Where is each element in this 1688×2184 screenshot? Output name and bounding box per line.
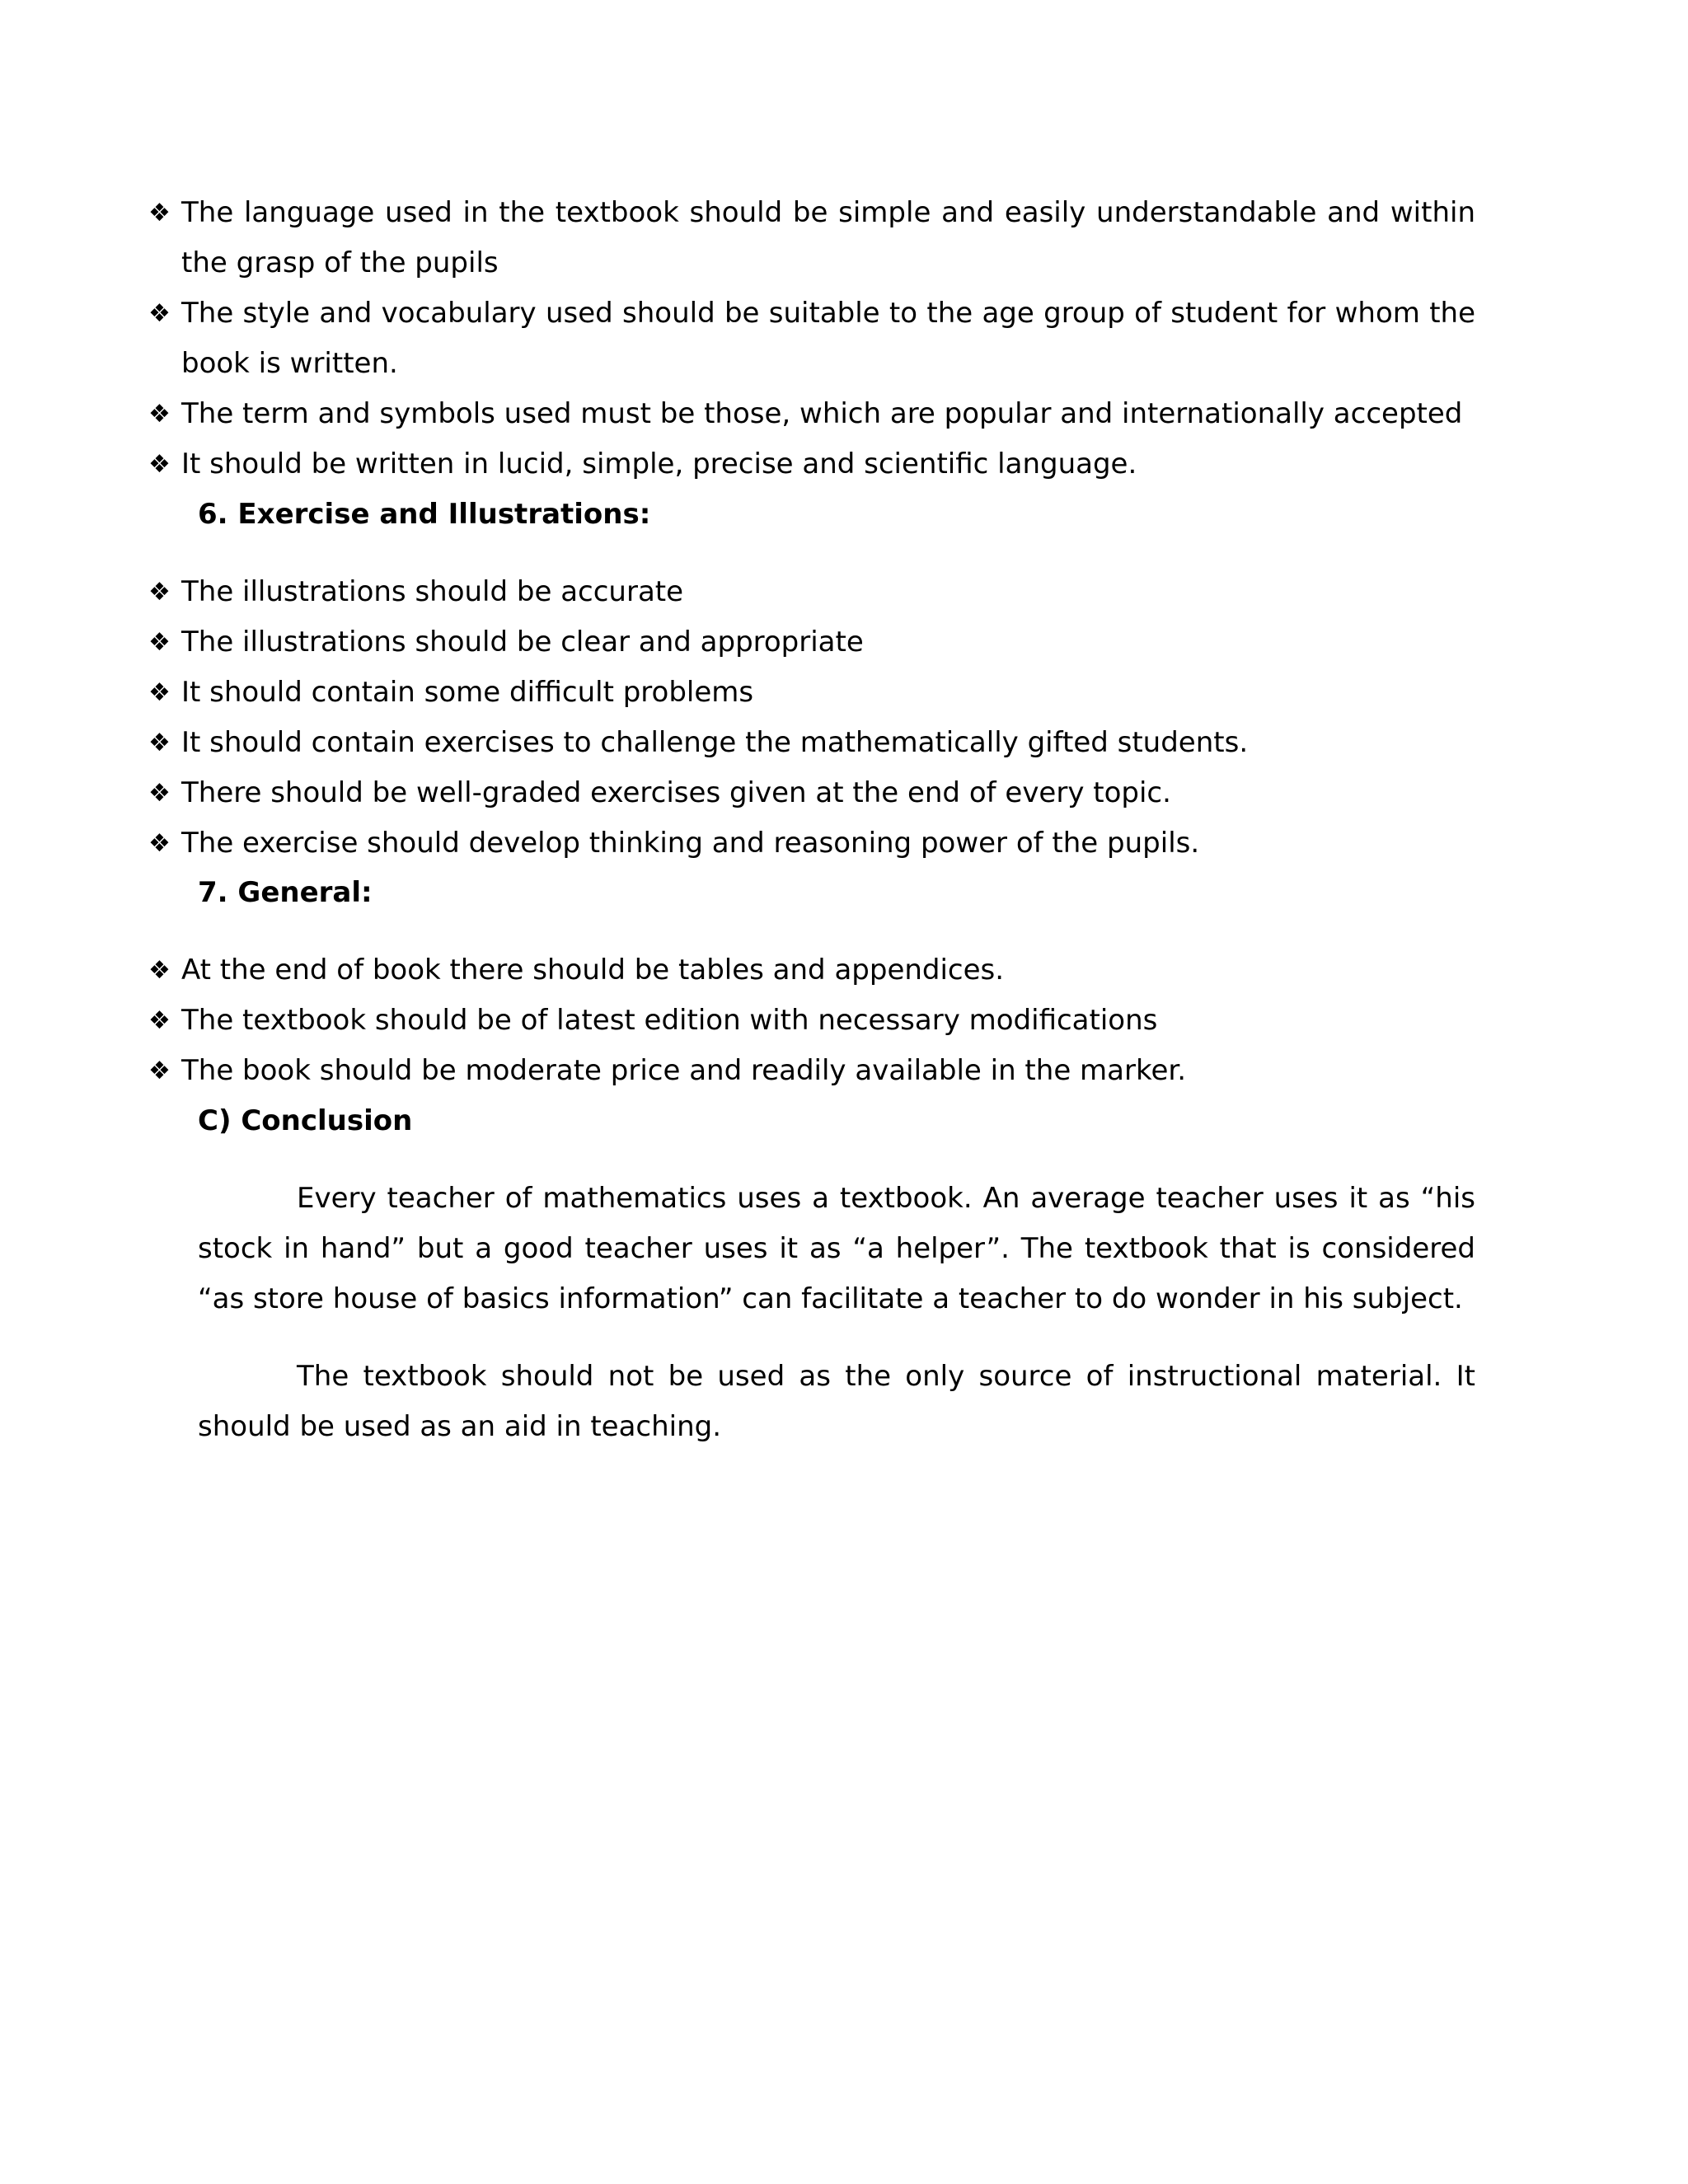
diamond-bullet-icon: ❖ bbox=[148, 729, 171, 757]
diamond-bullet-icon: ❖ bbox=[148, 1057, 171, 1085]
list-item bbox=[148, 996, 1475, 1046]
diamond-bullet-icon: ❖ bbox=[148, 779, 171, 808]
list-item bbox=[148, 288, 1475, 389]
list-item bbox=[148, 945, 1475, 996]
section-heading-general: 7. General: bbox=[198, 876, 373, 909]
list-item-text: The illustrations should be accurate bbox=[181, 575, 684, 608]
list-item-text: The book should be moderate price and readily available in the marker. bbox=[181, 1054, 1187, 1087]
diamond-bullet-icon: ❖ bbox=[148, 678, 171, 707]
section-heading-exercise-illustrations: 6. Exercise and Illustrations: bbox=[198, 498, 651, 531]
diamond-bullet-icon: ❖ bbox=[148, 628, 171, 657]
diamond-bullet-icon: ❖ bbox=[148, 400, 171, 429]
general-criteria-list bbox=[148, 945, 1475, 1096]
list-item bbox=[148, 818, 1475, 869]
list-item bbox=[148, 768, 1475, 818]
list-item-text: The term and symbols used must be those, which are popular and internationally accepted bbox=[181, 397, 1463, 430]
list-item bbox=[148, 668, 1475, 718]
list-item bbox=[148, 617, 1475, 668]
list-item-text: It should be written in lucid, simple, precise and scientific language. bbox=[181, 448, 1137, 480]
section-heading-conclusion: C) Conclusion bbox=[198, 1104, 413, 1137]
diamond-bullet-icon: ❖ bbox=[148, 299, 171, 328]
diamond-bullet-icon: ❖ bbox=[148, 199, 171, 227]
list-item bbox=[148, 389, 1475, 439]
list-item-text: The style and vocabulary used should be suitable to the age group of student for whom the book is written. bbox=[181, 297, 1475, 380]
diamond-bullet-icon: ❖ bbox=[148, 1006, 171, 1035]
list-item-text: The language used in the textbook should be simple and easily understandable and within the grasp of the pupils bbox=[181, 196, 1475, 279]
list-item-text: It should contain some difficult problems bbox=[181, 676, 754, 709]
diamond-bullet-icon: ❖ bbox=[148, 829, 171, 858]
diamond-bullet-icon: ❖ bbox=[148, 578, 171, 607]
conclusion-paragraph: Every teacher of mathematics uses a textbook. An average teacher uses it as “his stock in hand” but a good teacher uses it as “a helper”. The textbook that is considered “as store house of basics information” can facilitate a teacher to do wonder in his subject. bbox=[198, 1182, 1475, 1315]
diamond-bullet-icon: ❖ bbox=[148, 956, 171, 985]
list-item-text: The illustrations should be clear and appropriate bbox=[181, 626, 864, 658]
list-item bbox=[148, 439, 1475, 490]
conclusion-paragraph: The textbook should not be used as the only source of instructional material. It should be used as an aid in teaching. bbox=[198, 1360, 1475, 1443]
list-item-text: It should contain exercises to challenge the mathematically gifted students. bbox=[181, 726, 1249, 759]
list-item-text: At the end of book there should be tables and appendices. bbox=[181, 954, 1005, 987]
diamond-bullet-icon: ❖ bbox=[148, 450, 171, 479]
list-item-text: There should be well-graded exercises given at the end of every topic. bbox=[181, 776, 1171, 809]
list-item bbox=[148, 188, 1475, 288]
list-item bbox=[148, 1046, 1475, 1096]
list-item-text: The exercise should develop thinking and reasoning power of the pupils. bbox=[181, 827, 1200, 860]
list-item bbox=[148, 567, 1475, 617]
language-criteria-list bbox=[148, 188, 1475, 490]
exercise-illustrations-list bbox=[148, 567, 1475, 869]
list-item bbox=[148, 718, 1475, 768]
list-item-text: The textbook should be of latest edition with necessary modifications bbox=[181, 1004, 1158, 1037]
